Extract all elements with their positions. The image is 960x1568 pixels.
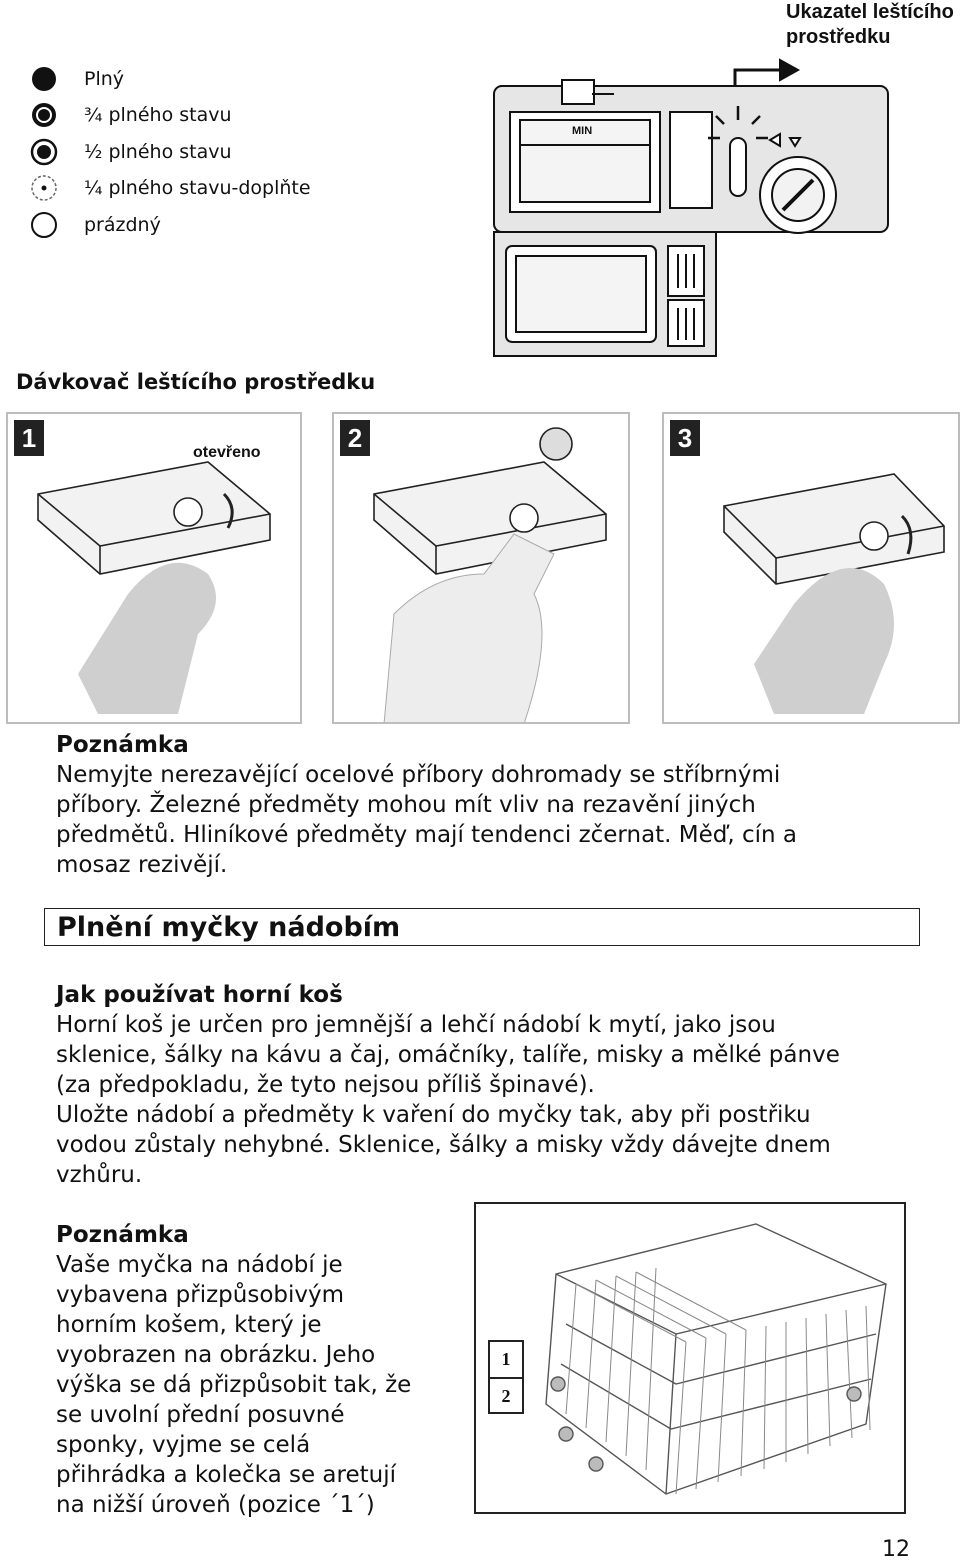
half-circle-icon xyxy=(30,138,58,166)
full-circle-icon xyxy=(30,65,58,93)
dispenser-illustration xyxy=(480,50,910,360)
legend-label: ¾ plného stavu xyxy=(84,104,232,126)
wire-basket-drawing xyxy=(536,1214,896,1504)
note-line: přihrádka a kolečka se aretují xyxy=(56,1462,396,1488)
note-line: se uvolní přední posuvné xyxy=(56,1402,345,1428)
quarter-circle-icon xyxy=(30,174,58,202)
position-1-label: 1 xyxy=(490,1342,522,1379)
note-line: vyobrazen na obrázku. Jeho xyxy=(56,1342,376,1368)
step-panel-1 xyxy=(6,412,302,724)
legend-label: ½ plného stavu xyxy=(84,141,232,163)
note-line: příbory. Železné předměty mohou mít vliv na rezavění jiných xyxy=(56,792,756,818)
note-line: horním košem, který je xyxy=(56,1312,322,1338)
step-panel-2 xyxy=(332,412,630,724)
paragraph-line: Horní koš je určen pro jemnější a lehčí nádobí k mytí, jako jsou xyxy=(56,1012,776,1038)
legend-label: ¼ plného stavu-doplňte xyxy=(84,177,311,199)
step-number: 1 xyxy=(14,420,44,456)
position-2-label: 2 xyxy=(501,1386,511,1406)
legend-label: Plný xyxy=(84,68,125,90)
basket-illustration xyxy=(474,1202,906,1514)
note-line: výška se dá přizpůsobit tak, že xyxy=(56,1372,412,1398)
legend-row-empty xyxy=(30,210,161,240)
step-number: 3 xyxy=(670,420,700,456)
upper-basket-heading: Jak používat horní koš xyxy=(56,982,343,1008)
note-2 xyxy=(56,1220,456,1520)
paragraph-line: Uložte nádobí a předměty k vaření do myčky tak, aby při postřiku xyxy=(56,1102,811,1128)
note-line: vybavena přizpůsobivým xyxy=(56,1282,345,1308)
paragraph-line: sklenice, šálky na kávu a čaj, omáčníky, talíře, misky a mělké pánve xyxy=(56,1042,840,1068)
upper-basket-section xyxy=(56,980,936,1190)
step-panel-3 xyxy=(662,412,960,724)
note-line: Vaše myčka na nádobí je xyxy=(56,1252,343,1278)
three-quarter-circle-icon xyxy=(30,101,58,129)
empty-circle-icon xyxy=(30,211,58,239)
step-caption: otevřeno xyxy=(193,444,261,461)
legend-row-quarter xyxy=(30,173,311,203)
loading-heading: Plnění myčky nádobím xyxy=(44,908,920,946)
legend-row-full xyxy=(30,64,124,94)
paragraph-line: vodou zůstaly nehybné. Sklenice, šálky a misky vždy dávejte dnem xyxy=(56,1132,831,1158)
indicator-callout: Ukazatel leštícího prostředku xyxy=(786,1,954,48)
legend-row-three-quarter xyxy=(30,100,232,130)
section-title: Dávkovač leštícího prostředku xyxy=(16,370,376,394)
step-number: 2 xyxy=(340,420,370,456)
paragraph-line: vzhůru. xyxy=(56,1162,143,1188)
open-lid-illustration xyxy=(8,414,300,722)
position-indicator xyxy=(488,1340,524,1414)
legend-label: prázdný xyxy=(84,214,161,236)
min-mark: MIN xyxy=(572,125,593,137)
note-line: na nižší úroveň (pozice ´1´) xyxy=(56,1492,375,1518)
note-line: předmětů. Hliníkové předměty mají tendenci zčernat. Měď, cín a xyxy=(56,822,798,848)
legend-row-half xyxy=(30,137,232,167)
paragraph-line: (za předpokladu, že tyto nejsou příliš špinavé). xyxy=(56,1072,595,1098)
page-number: 12 xyxy=(882,1537,910,1562)
note-line: sponky, vyjme se celá xyxy=(56,1432,311,1458)
note-heading: Poznámka xyxy=(56,1222,189,1248)
note-line: mosaz rezivějí. xyxy=(56,852,228,878)
close-lid-illustration xyxy=(664,414,958,722)
note-line: Nemyjte nerezavějící ocelové příbory dohromady se stříbrnými xyxy=(56,762,781,788)
note-1 xyxy=(56,730,936,880)
refill-illustration xyxy=(334,414,628,722)
note-heading: Poznámka xyxy=(56,732,189,758)
